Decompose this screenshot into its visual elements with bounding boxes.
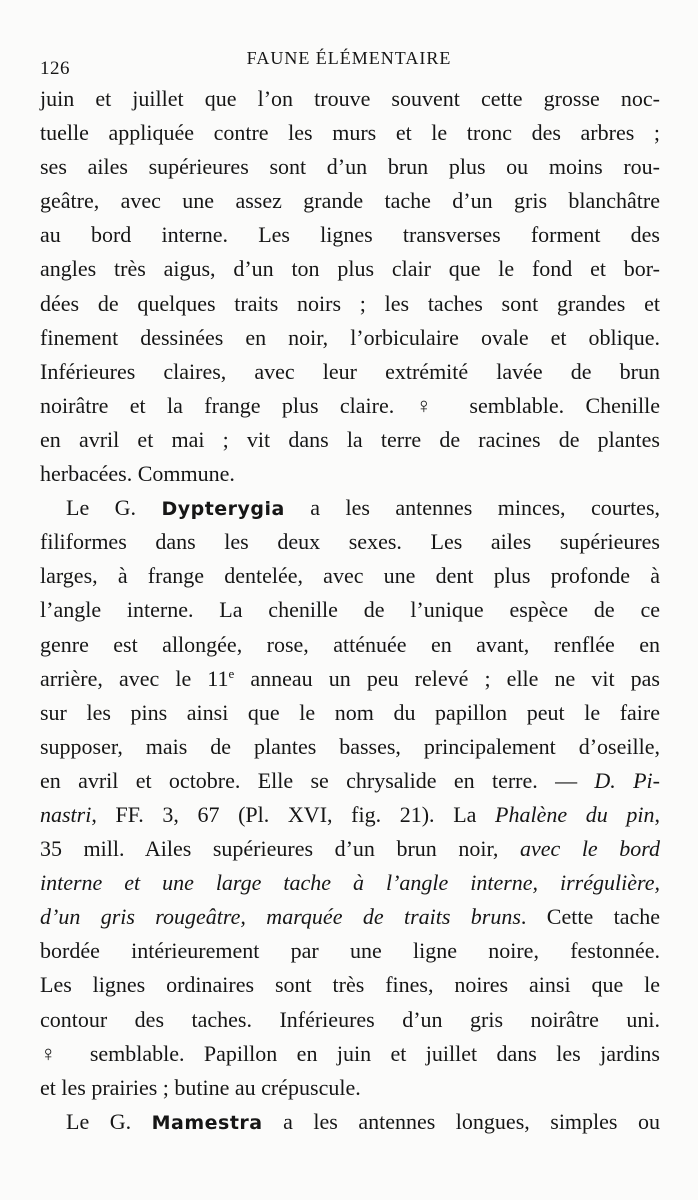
text-line	[40, 866, 660, 900]
text-line	[40, 662, 660, 696]
italic-text: avec le bord	[519, 836, 660, 862]
text-segment: filiformes dans les deux sexes. Les ailes supérieures	[40, 529, 660, 555]
text-segment: . Cette tache	[520, 904, 660, 930]
text-segment: ♀ semblable. Papillon en juin et juillet dans les jardins	[40, 1040, 660, 1066]
text-line	[40, 457, 660, 491]
text-segment: tuelle appliquée contre les murs et le tronc des arbres ;	[40, 120, 660, 146]
text-line	[40, 150, 660, 184]
text-segment: Le G.	[66, 495, 162, 521]
text-line	[40, 559, 660, 593]
italic-text: interne et une large tache à l’angle interne, irrégulière,	[40, 870, 660, 896]
text-line	[40, 184, 660, 218]
text-line	[40, 593, 660, 627]
text-segment: en avril et mai ; vit dans la terre de racines de plantes	[40, 426, 660, 452]
text-segment: l’angle interne. La chenille de l’unique espèce de ce	[40, 597, 660, 623]
text-segment: herbacées. Commune.	[40, 461, 235, 487]
text-line	[40, 798, 660, 832]
running-title: FAUNE ÉLÉMENTAIRE	[246, 48, 452, 68]
text-segment: sur les pins ainsi que le nom du papillon peut le faire	[40, 699, 660, 725]
text-line	[40, 321, 660, 355]
text-segment: au bord interne. Les lignes transverses forment des	[40, 222, 660, 248]
text-line	[40, 934, 660, 968]
text-line	[40, 764, 660, 798]
text-line	[40, 491, 660, 525]
italic-text: d’un gris rougeâtre, marquée de traits bruns	[40, 904, 521, 930]
text-segment: et les prairies ; butine au crépuscule.	[40, 1074, 361, 1100]
genus-name: Mamestra	[151, 1111, 263, 1134]
text-segment: bordée intérieurement par une ligne noire, festonnée.	[40, 938, 660, 964]
text-segment: ses ailes supérieures sont d’un brun plus ou moins rou-	[40, 154, 660, 180]
italic-text: nastri	[40, 801, 92, 827]
text-segment: Inférieures claires, avec leur extrémité lavée de brun	[40, 358, 660, 384]
text-segment: noirâtre et la frange plus claire. ♀ semblable. Chenille	[40, 392, 660, 418]
text-line	[40, 525, 660, 559]
text-segment: supposer, mais de plantes basses, principalement d’oseille,	[40, 733, 660, 759]
page-header	[40, 44, 658, 79]
text-line	[40, 389, 660, 423]
text-segment: Le G.	[66, 1108, 152, 1134]
text-segment: juin et juillet que l’on trouve souvent cette grosse noc-	[40, 86, 660, 111]
text-line	[40, 287, 660, 321]
italic-text: Phalène du pin	[495, 801, 655, 827]
page-number: 126	[40, 58, 70, 79]
text-line	[40, 82, 660, 116]
text-segment: larges, à frange dentelée, avec une dent plus profonde à	[40, 563, 660, 589]
superscript: e	[228, 665, 235, 681]
text-segment: angles très aigus, d’un ton plus clair que le fond et bor-	[40, 256, 660, 282]
text-segment: anneau un peu relevé ; elle ne vit pas	[234, 665, 660, 691]
text-line	[40, 423, 660, 457]
text-line	[40, 218, 660, 252]
text-segment: genre est allongée, rose, atténuée en avant, renflée en	[40, 631, 660, 657]
text-segment: Les lignes ordinaires sont très fines, noires ainsi que le	[40, 972, 660, 998]
text-line	[40, 696, 660, 730]
text-segment: arrière, avec le 11	[40, 665, 229, 691]
text-segment: a les antennes longues, simples ou	[262, 1108, 660, 1134]
text-segment: a les antennes minces, courtes,	[284, 495, 661, 521]
text-line	[40, 832, 660, 866]
text-line	[40, 116, 660, 150]
text-segment: contour des taches. Inférieures d’un gris noirâtre uni.	[40, 1006, 660, 1032]
text-segment: en avril et octobre. Elle se chrysalide en terre. —	[40, 767, 595, 793]
text-line	[40, 355, 660, 389]
text-segment: ,	[654, 801, 660, 827]
text-segment: , FF. 3, 67 (Pl. XVI, fig. 21). La	[91, 801, 496, 827]
text-line	[40, 1003, 660, 1037]
text-line	[40, 968, 660, 1002]
text-line	[40, 628, 660, 662]
text-line	[40, 252, 660, 286]
text-line	[40, 1037, 660, 1071]
text-line	[40, 1071, 660, 1105]
text-segment: 35 mill. Ailes supérieures d’un brun noir,	[40, 836, 520, 862]
genus-name: Dypterygia	[161, 498, 285, 521]
text-line	[40, 1105, 660, 1139]
text-line	[40, 900, 660, 934]
body-text	[40, 82, 660, 1139]
text-line	[40, 730, 660, 764]
text-segment: geâtre, avec une assez grande tache d’un gris blanchâtre	[40, 188, 660, 214]
text-segment: finement dessinées en noir, l’orbiculaire ovale et oblique.	[40, 324, 660, 350]
text-segment: dées de quelques traits noirs ; les taches sont grandes et	[40, 290, 660, 316]
italic-text: D. Pi-	[594, 767, 660, 793]
